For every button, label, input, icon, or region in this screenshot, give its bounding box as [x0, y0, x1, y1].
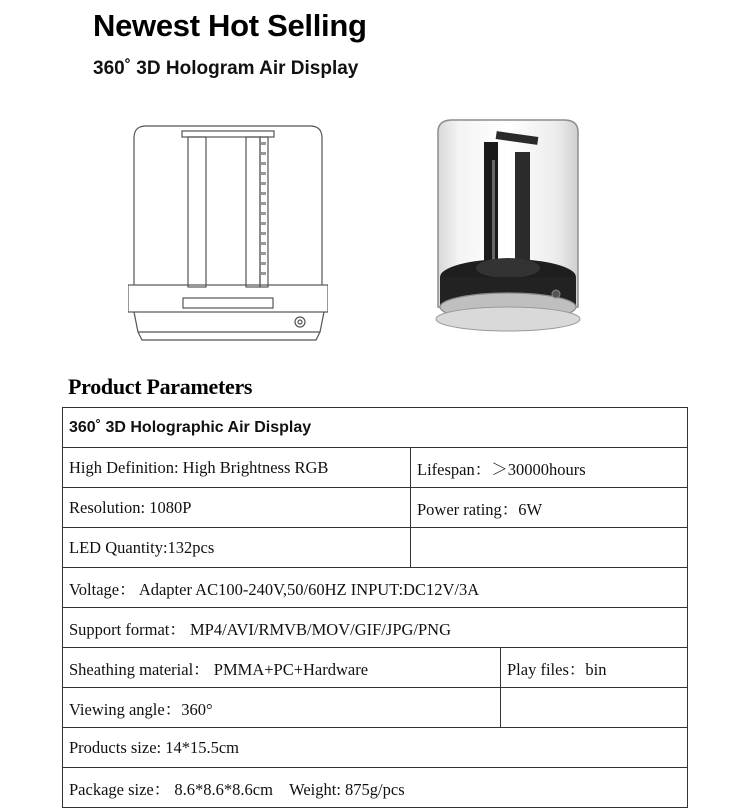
empty-cell — [501, 688, 688, 728]
play-files-cell: Play files：bin — [501, 648, 688, 688]
viewing-angle-cell: Viewing angle：360° — [63, 688, 501, 728]
lifespan-cell: Lifespan：＞30000hours — [411, 448, 688, 488]
parameters-table — [62, 407, 688, 808]
high-definition-cell: High Definition: High Brightness RGB — [63, 448, 411, 488]
page-title: Newest Hot Selling — [93, 8, 367, 43]
resolution-cell: Resolution: 1080P — [63, 488, 411, 528]
led-quantity-cell: LED Quantity:132pcs — [63, 528, 411, 568]
power-rating-cell: Power rating：6W — [411, 488, 688, 528]
sheathing-material-cell: Sheathing material： PMMA+PC+Hardware — [63, 648, 501, 688]
support-format-cell: Support format： MP4/AVI/RMVB/MOV/GIF/JPG/PNG — [63, 608, 688, 648]
product-line-drawing — [128, 120, 328, 345]
page-subtitle: 360˚ 3D Hologram Air Display — [93, 58, 359, 79]
product-photo — [428, 112, 588, 337]
table-title: 360˚ 3D Holographic Air Display — [63, 408, 688, 448]
empty-cell — [411, 528, 688, 568]
products-size-cell: Products size: 14*15.5cm — [63, 728, 688, 768]
voltage-cell: Voltage： Adapter AC100-240V,50/60HZ INPUT:DC12V/3A — [63, 568, 688, 608]
section-title: Product Parameters — [68, 374, 253, 399]
package-weight-cell: Package size： 8.6*8.6*8.6cm Weight: 875g/pcs — [63, 768, 688, 808]
